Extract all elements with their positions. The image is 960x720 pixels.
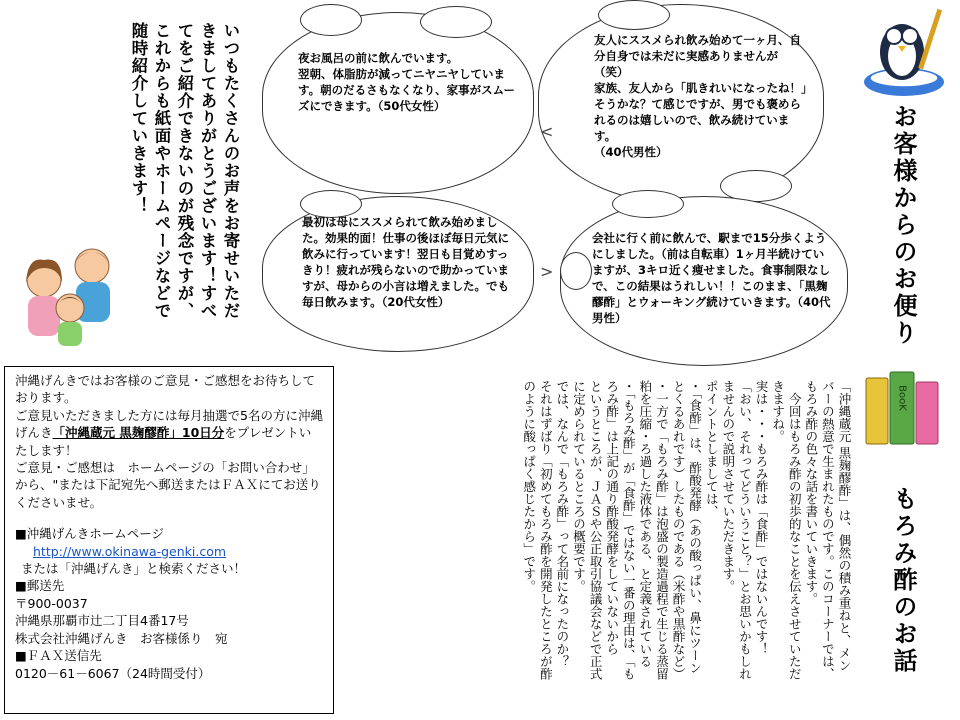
penguin-goggle-right: [902, 28, 918, 44]
penguin-illustration: [856, 2, 952, 98]
bubble-1-puff: [420, 6, 492, 38]
child-head: [56, 294, 84, 322]
testimonial-2-text: 友人にススメられ飲み始めて一ヶ月、自分自身では未だに実感ありませんが（笑） 家族、友人から「肌きれいになったね！」そうかな？て感じですが、男でも褒められるのは嬉しいので、飲み続けています。 （40代男性）: [594, 33, 807, 159]
mother-body: [28, 296, 60, 336]
testimonial-1-text: 夜お風呂の前に飲んでいます。 翌朝、体脂肪が減ってニヤニヤしています。朝のだるさもなくなり、家事がスムーズにできます。（50代女性）: [298, 51, 516, 113]
child-body: [58, 322, 82, 346]
testimonial-4-text: 会社に行く前に飲んで、駅まで15分歩くようにしました。（前は自転車）1ヶ月半続けていますが、3キロ近く痩せました。食事制限なしで、この結果はうれしい！！このまま、「黒麹醪酢」とウォーキング続けていきます。（40代男性）: [592, 231, 831, 325]
book-pink: [916, 382, 938, 444]
info-address: 沖縄県那覇市辻二丁目4番17号: [15, 613, 189, 629]
info-fax: 0120－61－6067（24時間受付）: [15, 665, 211, 681]
info-product: 「沖縄蔵元 黒麹醪酢」10日分: [52, 425, 225, 441]
penguin-stick: [918, 9, 942, 70]
moromi-article-text: 「沖縄蔵元 黒麹醪酢」は、偶然の積み重ねと、メンバーの熱意で生まれたものです。このコーナーでは、もろみ酢の色々な話を書いていきます。 今回はもろみ酢の初歩的なことを伝えさせていただきますね。 実は・・・もろみ酢は「食酢」ではないんです！ 「おい、それってどういうこと？」とお思いかもしれませんので説明させていただきます。 ポイントとしましては、 ・「食酢」は、酢酸発酵（あの酸っぱい、鼻にツーンとくるあれです）したものである（米酢や黒酢など） ・一方で「もろみ酢」は泡盛の製造過程で生じる蒸留粕を圧縮・ろ過した液体である、と定義されている ・「もろみ酢」が「食酢」ではない一番の理由は、「もろみ酢」は上記の通り酢酸発酵をしていないから というところが、ＪＡＳや公正取引協議会などで正式に定められているところの概要です。 では、なんで「もろみ酢」って名前になったのか？ それはずばり「初めてもろみ酢を開発したところが酢のように酸っぱく感じたから」です。: [521, 380, 852, 680]
bubble-4-puff: [612, 190, 684, 218]
bubble-tail-arrow: >: [540, 262, 554, 281]
bubble-1-puff: [300, 4, 362, 36]
info-fax-heading: ■ＦＡＸ送信先: [15, 648, 102, 664]
info-postal: 〒900-0037: [15, 595, 88, 611]
testimonial-3-text: 最初は母にススメられて飲み始めました。効果的面！仕事の後ほぼ毎日元気に飲みに行っています！翌日も目覚めすっきり！疲れが残らないので助かっていますが、母からの小言は増えました。でも毎日飲みます。（20代女性）: [302, 215, 509, 309]
books-illustration: [860, 368, 950, 452]
bubble-tail-arrow: <: [540, 122, 554, 141]
intro-message: いつもたくさんのお声をお寄せいただきましてありがとうございます！すべてをご紹介できないのが残念ですが、これからも紙面やホームページなどで随時紹介していきます！: [129, 22, 240, 320]
father-head: [75, 249, 109, 283]
info-company: 株式会社沖縄げんき お客様係り 宛: [15, 630, 228, 646]
section-title-moromi: もろみ酢のお話: [889, 486, 917, 675]
info-box: [4, 366, 334, 714]
info-mail-heading: ■郵送先: [15, 578, 65, 594]
book-yellow: [866, 378, 888, 444]
info-hp-heading: ■沖縄げんきホームページ: [15, 526, 165, 542]
info-hp-search: または「沖縄げんき」と検索ください！: [21, 561, 247, 577]
info-intro: 沖縄げんきではお客様のご意見・ご感想をお待ちしております。: [15, 373, 316, 406]
info-contact-note: ご意見・ご感想は ホームページの「お問い合わせ」から、"または下記宛先へ郵送またはＦＡＸにてお送りくださいませ。: [15, 460, 321, 510]
family-illustration: [14, 238, 126, 350]
section-title-letters: お客様からのお便り: [889, 104, 917, 347]
bubble-2-puff: [598, 0, 670, 30]
book-label: BooK: [896, 385, 908, 411]
homepage-link[interactable]: http://www.okinawa-genki.com: [33, 543, 227, 559]
penguin-goggle-left: [886, 28, 902, 44]
info-present: ご意見いただきました方には毎月抽選で5名の方に沖縄げんき「沖縄蔵元 黒麹醪酢」10日分をプレゼントいたします！: [15, 407, 323, 458]
bubble-4-puff: [560, 252, 592, 290]
